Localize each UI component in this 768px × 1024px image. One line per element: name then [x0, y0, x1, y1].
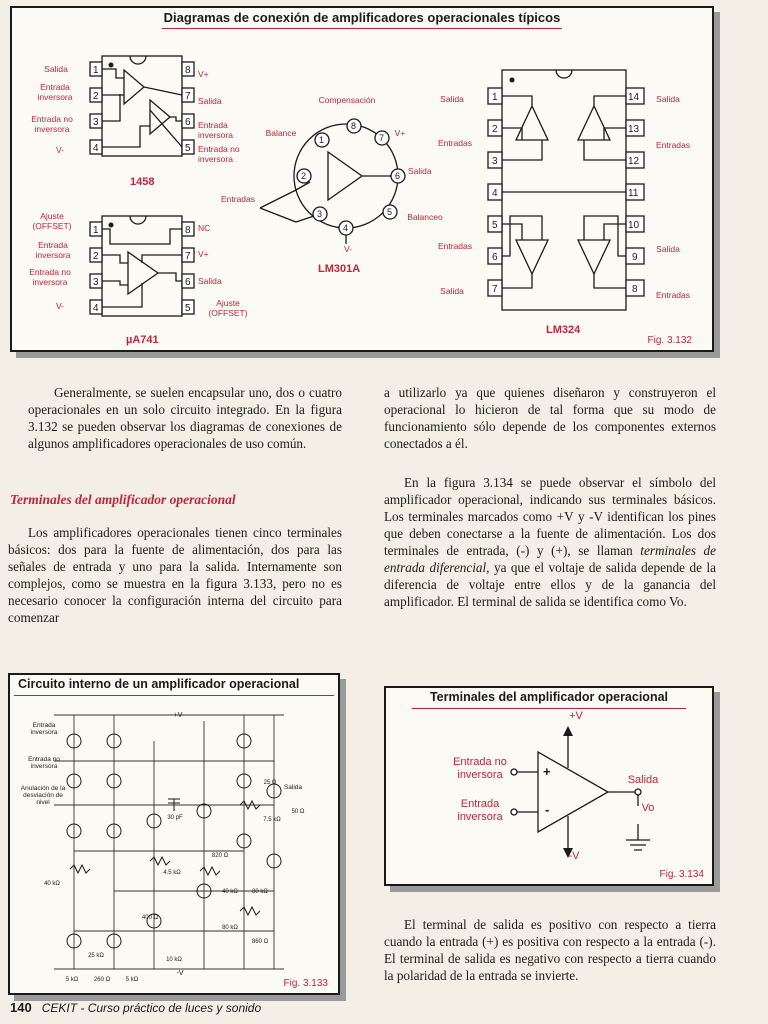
svg-text:6: 6: [492, 252, 498, 263]
fig133-label-salida: Salida: [283, 784, 303, 791]
fig134-salida-label: Salida: [627, 774, 659, 786]
ua741-chip-name: µA741: [126, 334, 159, 346]
right-paragraph-2a: En la figura 3.134 se puede observar el símbolo del amplificador operacional, indicando sus terminales básicos. Los terminales marcados como +V y -V identifican los pines que deben conectarse a la fuente de alimentación. Los dos terminales de entrada, (-) y (+), se llaman: [384, 475, 716, 558]
svg-text:5: 5: [185, 303, 191, 314]
svg-text:8: 8: [351, 121, 357, 131]
svg-text:1: 1: [93, 225, 99, 236]
lm324-salida-br-label: Salida: [656, 244, 680, 254]
svg-text:4: 4: [93, 143, 99, 154]
opamp-symbol: [386, 712, 708, 880]
svg-text:8: 8: [185, 225, 191, 236]
lm301a-entradas-label: Entradas: [220, 194, 256, 204]
1458-entrada-no-inversora-label: Entrada no inversora: [31, 114, 73, 134]
fig133-label-r8: 80 kΩ: [252, 889, 268, 895]
fig133-label-r9: 400 Ω: [141, 915, 159, 921]
opamp-plus-sign: +: [543, 764, 551, 779]
figure-3-134: [384, 686, 714, 886]
fig133-label-r6: 4.5 kΩ: [163, 870, 181, 876]
left-paragraph-2: Los amplificadores operacionales tienen cinco terminales básicos: dos para la fuente de alimentación, dos para las señales de entrada y uno para la salida. Internamente son complejos, como se muestra en la figura 3.133, pero no es necesario conocer la configuración interna del circuito para comenzar: [8, 525, 342, 625]
fig133-underline: [14, 695, 334, 696]
lm324-salida-tl-label: Salida: [440, 94, 464, 104]
svg-text:4: 4: [343, 223, 349, 233]
lm324-entradas-tl-label: Entradas: [437, 138, 473, 148]
figure-3-134-label: Fig. 3.134: [659, 869, 704, 880]
ua741-vplus-label: V+: [198, 249, 209, 259]
fig133-label-r3: 7.5 kΩ: [263, 817, 281, 823]
lm324-chip-name: LM324: [546, 324, 581, 336]
fig134-vo-label: Vo: [641, 802, 655, 814]
svg-text:3: 3: [93, 117, 99, 128]
svg-text:8: 8: [632, 284, 638, 295]
chip-ua741-diagram: [80, 208, 200, 323]
fig133-label-r12: 25 kΩ: [88, 953, 104, 959]
ua741-entrada-inversora-label: Entrada inversora: [35, 240, 71, 260]
ua741-ajuste-right-label: Ajuste (OFFSET): [208, 298, 248, 318]
fig134-entrada-inversora-label: Entrada inversora: [457, 798, 503, 823]
opamp-minus-sign: -: [545, 802, 550, 817]
svg-text:1: 1: [93, 65, 99, 76]
svg-text:10: 10: [628, 220, 640, 231]
figure-3-134-title: Terminales del amplificador operacional: [429, 690, 669, 704]
svg-text:14: 14: [628, 92, 640, 103]
1458-salida-label: Salida: [44, 64, 68, 74]
fig133-label-entrada-inversora: Entrada inversora: [30, 722, 58, 736]
svg-text:1: 1: [319, 135, 325, 145]
figure-3-133-label: Fig. 3.133: [283, 978, 328, 989]
1458-salida-right-label: Salida: [198, 96, 222, 106]
figure-3-132-label: Fig. 3.132: [647, 335, 692, 346]
fig133-label-r15: 260 Ω: [93, 977, 111, 983]
svg-text:2: 2: [93, 251, 99, 262]
title-underline: [162, 28, 562, 29]
left-paragraph-1: Generalmente, se suelen encapsular uno, dos o cuatro operacionales en un solo circuito integrado. En la figura 3.132 se pueden observar los diagramas de conexiones de algunos amplificadores operacionales de uso común.: [28, 385, 342, 451]
svg-text:5: 5: [492, 220, 498, 231]
figure-3-133-title: Circuito interno de un amplificador operacional: [18, 677, 300, 691]
1458-vminus-label: V-: [55, 145, 65, 155]
right-paragraph-2-italic: terminales de entrada diferencial,: [384, 543, 716, 575]
page-footer: [10, 1000, 261, 1016]
svg-text:5: 5: [185, 143, 191, 154]
lm301a-salida-label: Salida: [408, 166, 432, 176]
lm301a-balanceo-label: Balanceo: [407, 212, 443, 222]
lm301a-compensacion-label: Compensación: [318, 95, 376, 105]
1458-entrada-no-inversora-right-label: Entrada no inversora: [198, 144, 240, 164]
fig133-label-r10: 80 kΩ: [222, 925, 238, 931]
svg-text:4: 4: [492, 188, 498, 199]
fig133-label-r13: 10 kΩ: [166, 957, 182, 963]
svg-text:2: 2: [301, 171, 307, 181]
svg-text:9: 9: [632, 252, 638, 263]
fig133-label-r11: 860 Ω: [251, 939, 269, 945]
chip-1458-diagram: [80, 48, 200, 163]
fig134-vminus-label: -V: [568, 850, 580, 862]
1458-entrada-inversora-label: Entrada inversora: [37, 82, 73, 102]
fig133-label-r2: 50 Ω: [291, 809, 305, 815]
ua741-entrada-no-inversora-label: Entrada no inversora: [29, 267, 71, 287]
internal-circuit-schematic: [14, 701, 332, 983]
fig133-label-r1: 25 Ω: [263, 780, 277, 786]
figure-3-132-title: Diagramas de conexión de amplificadores operacionales típicos: [163, 10, 561, 25]
ua741-ajuste-label: Ajuste (OFFSET): [32, 211, 72, 231]
right-paragraph-3: El terminal de salida es positivo con respecto a tierra cuando la entrada (+) es positiva con respecto a la entrada (-). El terminal de salida es negativo con respecto a tierra cuando la polaridad de la entrada se invierte.: [384, 917, 716, 983]
right-paragraph-2b: ya que el voltaje de salida depende de la diferencia de voltaje entre ellos y de la ganancia del amplificador. El terminal de salida se identifica como Vo.: [384, 560, 716, 609]
fig133-label-r16: 5 kΩ: [125, 977, 139, 983]
lm324-entradas-tr-label: Entradas: [655, 140, 691, 150]
ua741-salida-label: Salida: [198, 276, 222, 286]
fig134-vplus-label: +V: [569, 710, 583, 722]
fig133-label-30pf: 30 pF: [167, 815, 183, 821]
svg-text:7: 7: [185, 251, 191, 262]
lm324-entradas-br-label: Entradas: [655, 290, 691, 300]
svg-text:6: 6: [395, 171, 401, 181]
figure-3-133: [8, 673, 340, 995]
fig134-entrada-no-inversora-label: Entrada no inversora: [453, 756, 507, 781]
fig133-label-r7: 40 kΩ: [222, 889, 238, 895]
fig133-label-entrada-no-inversora: Entrada no inversora: [28, 756, 60, 770]
fig134-underline: [412, 708, 686, 709]
svg-text:6: 6: [185, 277, 191, 288]
ua741-vminus-label: V-: [55, 301, 65, 311]
svg-text:2: 2: [492, 124, 498, 135]
section-heading: Terminales del amplificador operacional: [10, 492, 236, 507]
lm301a-vminus-label: V-: [343, 244, 353, 254]
svg-text:13: 13: [628, 124, 640, 135]
right-paragraph-1: a utilizarlo ya que quienes diseñaron y construyeron el operacional lo hicieron de tal forma que su modo de funcionamiento sólo depende de los componentes externos conectados a él.: [384, 385, 716, 451]
1458-vplus-label: V+: [198, 69, 209, 79]
svg-text:8: 8: [185, 65, 191, 76]
svg-text:3: 3: [492, 156, 498, 167]
lm301a-balance-label: Balance: [265, 128, 297, 138]
fig133-label-vminus: -V: [176, 970, 184, 977]
svg-text:7: 7: [185, 91, 191, 102]
figure-3-132: [10, 6, 714, 352]
fig133-label-vplus: +V: [173, 712, 183, 719]
fig133-label-anulacion: Anulación de la desviación de nivel: [20, 785, 66, 806]
lm324-salida-bl-label: Salida: [440, 286, 464, 296]
svg-text:3: 3: [317, 209, 323, 219]
svg-text:3: 3: [93, 277, 99, 288]
svg-text:6: 6: [185, 117, 191, 128]
svg-text:2: 2: [93, 91, 99, 102]
svg-text:7: 7: [492, 284, 498, 295]
svg-text:7: 7: [379, 133, 385, 143]
ua741-nc-label: NC: [198, 223, 211, 233]
chip-lm324-diagram: [486, 66, 646, 320]
right-paragraph-2: [384, 474, 716, 610]
1458-entrada-inversora-right-label: Entrada inversora: [198, 120, 233, 140]
lm324-entradas-bl-label: Entradas: [437, 241, 473, 251]
svg-text:12: 12: [628, 156, 640, 167]
svg-text:5: 5: [387, 207, 393, 217]
fig133-label-r5: 820 Ω: [211, 853, 229, 859]
svg-text:11: 11: [628, 188, 639, 199]
svg-text:1: 1: [492, 92, 498, 103]
lm301a-chip-name: LM301A: [318, 263, 361, 275]
publication-name: CEKIT - Curso práctico de luces y sonido: [41, 1001, 262, 1015]
lm324-salida-tr-label: Salida: [656, 94, 680, 104]
page-number: 140: [10, 1000, 32, 1015]
1458-chip-name: 1458: [130, 176, 155, 188]
fig133-label-r14: 5 kΩ: [65, 977, 79, 983]
lm301a-vplus-label: V+: [394, 128, 406, 138]
fig133-label-r4: 40 kΩ: [44, 881, 60, 887]
svg-text:4: 4: [93, 303, 99, 314]
